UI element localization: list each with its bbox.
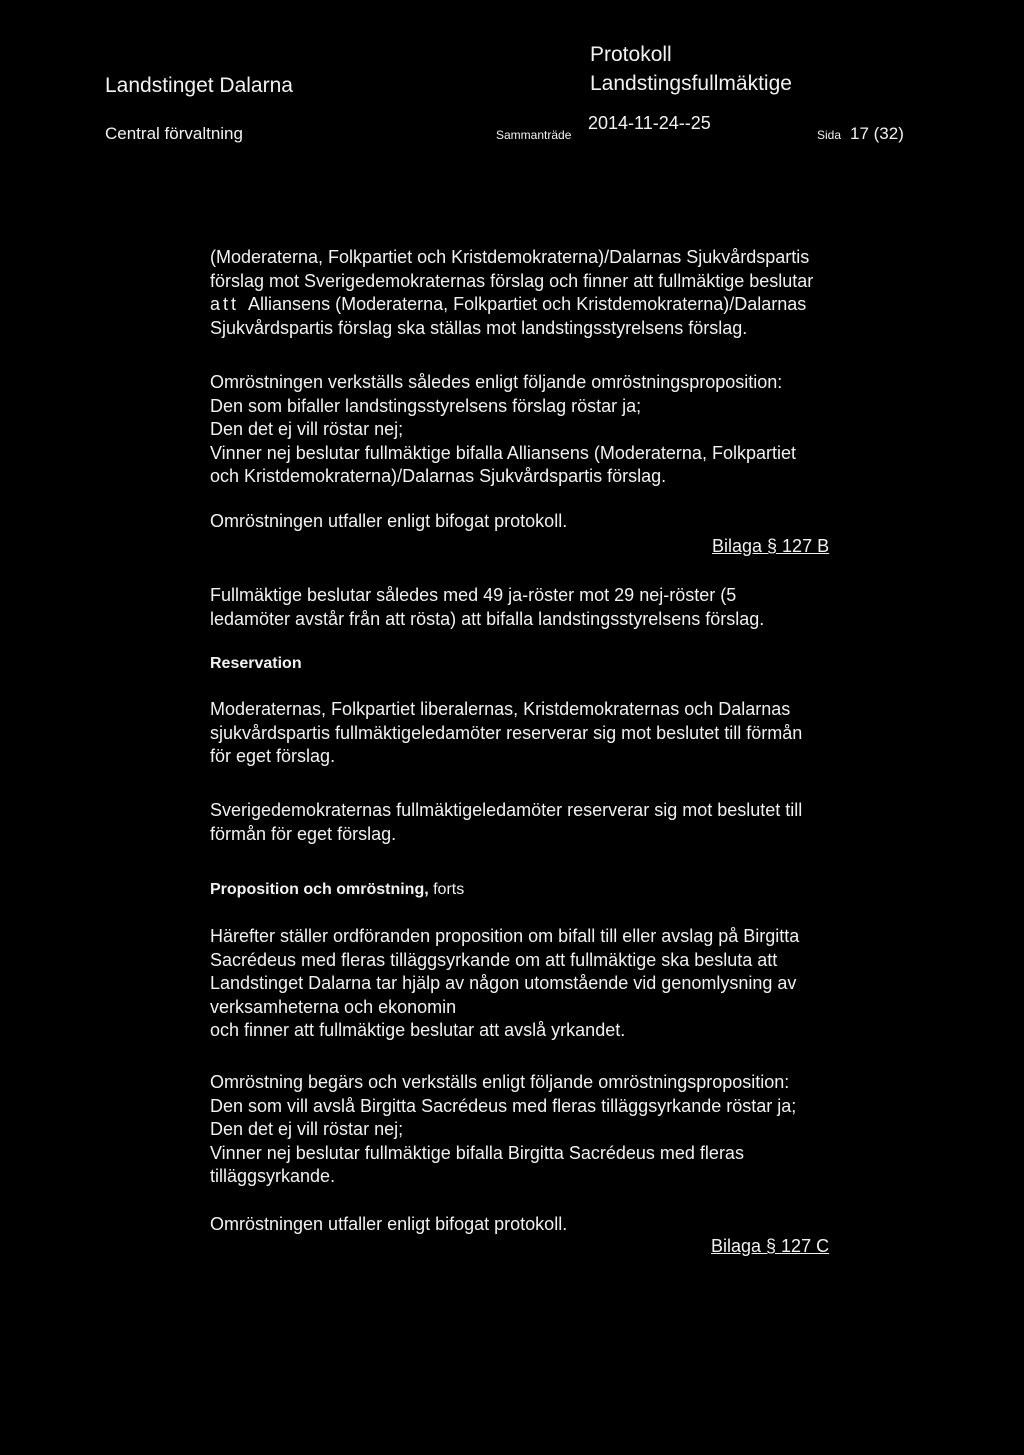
paragraph-vote-result-2	[210, 1213, 930, 1237]
text-line: för eget förslag.	[210, 746, 336, 766]
text-line: Omröstning begärs och verkställs enligt följande omröstningsproposition:	[210, 1072, 790, 1092]
text-line: Omröstningen utfaller enligt bifogat protokoll.	[210, 1214, 568, 1234]
paragraph-decision-order	[210, 246, 930, 340]
text-line: Vinner nej beslutar fullmäktige bifalla Birgitta Sacrédeus med fleras	[210, 1142, 744, 1163]
text-line: sjukvårdspartis fullmäktigeledamöter reserverar sig mot beslutet till förmån	[210, 722, 803, 743]
meeting-date: 2014-11-24--25	[588, 113, 711, 133]
paragraph-reservation-sd	[210, 799, 930, 846]
text-line: Omröstningen verkställs således enligt följande omröstningsproposition:	[210, 372, 783, 392]
text-line: verksamheterna och ekonomin	[210, 996, 457, 1017]
text-fragment: Alliansens (Moderaterna, Folkpartiet och Kristdemokraterna)/Dalarnas	[248, 294, 807, 314]
text-line: Omröstningen utfaller enligt bifogat protokoll.	[210, 511, 568, 531]
text-line: och finner att fullmäktige beslutar att avslå yrkandet.	[210, 1020, 626, 1040]
attachment-ref-c: Bilaga § 127 C	[711, 1236, 830, 1256]
paragraph-reservation-alliance	[210, 698, 930, 769]
text-line: Den det ej vill röstar nej;	[210, 1119, 404, 1139]
text-line: Härefter ställer ordföranden proposition om bifall till eller avslag på Birgitta	[210, 926, 800, 946]
text-line: Den som bifaller landstingsstyrelsens förslag röstar ja;	[210, 395, 642, 416]
text-line: Fullmäktige beslutar således med 49 ja-röster mot 29 nej-röster (5	[210, 585, 737, 605]
paragraph-proposition-sacredeus	[210, 925, 930, 1043]
text-line: Moderaternas, Folkpartiet liberalernas, Kristdemokraternas och Dalarnas	[210, 699, 791, 719]
text-line: Vinner nej beslutar fullmäktige bifalla Alliansens (Moderaterna, Folkpartiet	[210, 442, 796, 463]
organization-name: Landstinget Dalarna	[105, 74, 293, 97]
text-line: Sjukvårdspartis förslag ska ställas mot landstingsstyrelsens förslag.	[210, 317, 748, 338]
attachment-ref-b: Bilaga § 127 B	[712, 536, 830, 556]
text-line: förslag mot Sverigedemokraternas förslag och finner att fullmäktige beslutar	[210, 270, 814, 291]
paragraph-decision-result	[210, 584, 930, 631]
text-line: ledamöter avstår från att rösta) att bifalla landstingsstyrelsens förslag.	[210, 608, 765, 629]
paragraph-vote-result-1	[210, 510, 930, 534]
body-name: Landstingsfullmäktige	[590, 72, 792, 95]
text-line: och Kristdemokraterna)/Dalarnas Sjukvårdspartis förslag.	[210, 466, 667, 486]
text-line: Landstinget Dalarna tar hjälp av någon utomstående vid genomlysning av	[210, 973, 797, 993]
text-line: Den som vill avslå Birgitta Sacrédeus med fleras tilläggsyrkande röstar ja;	[210, 1095, 797, 1116]
text-line: (Moderaterna, Folkpartiet och Kristdemokraterna)/Dalarnas Sjukvårdspartis	[210, 247, 810, 267]
att-word: att	[210, 294, 240, 314]
text-line: Den det ej vill röstar nej;	[210, 419, 404, 439]
heading-proposition	[210, 878, 930, 902]
department-name: Central förvaltning	[105, 124, 243, 143]
page-label: Sida	[817, 128, 842, 142]
text-line: förmån för eget förslag.	[210, 823, 397, 844]
heading-proposition-title: Proposition och omröstning,	[210, 881, 429, 898]
paragraph-vote-proposition-1	[210, 371, 930, 489]
document-title	[590, 40, 792, 98]
document-type: Protokoll	[590, 43, 672, 66]
text-line: tilläggsyrkande.	[210, 1166, 336, 1186]
meeting-label: Sammanträde	[496, 128, 572, 142]
heading-proposition-suffix: forts	[433, 881, 465, 898]
paragraph-vote-proposition-2	[210, 1071, 930, 1189]
page-number: 17 (32)	[850, 124, 904, 143]
text-line: Sacrédeus med fleras tilläggsyrkande om att fullmäktige ska besluta att	[210, 949, 778, 970]
heading-reservation: Reservation	[210, 655, 302, 672]
text-line	[210, 293, 930, 317]
text-line: Sverigedemokraternas fullmäktigeledamöter reserverar sig mot beslutet till	[210, 800, 803, 820]
